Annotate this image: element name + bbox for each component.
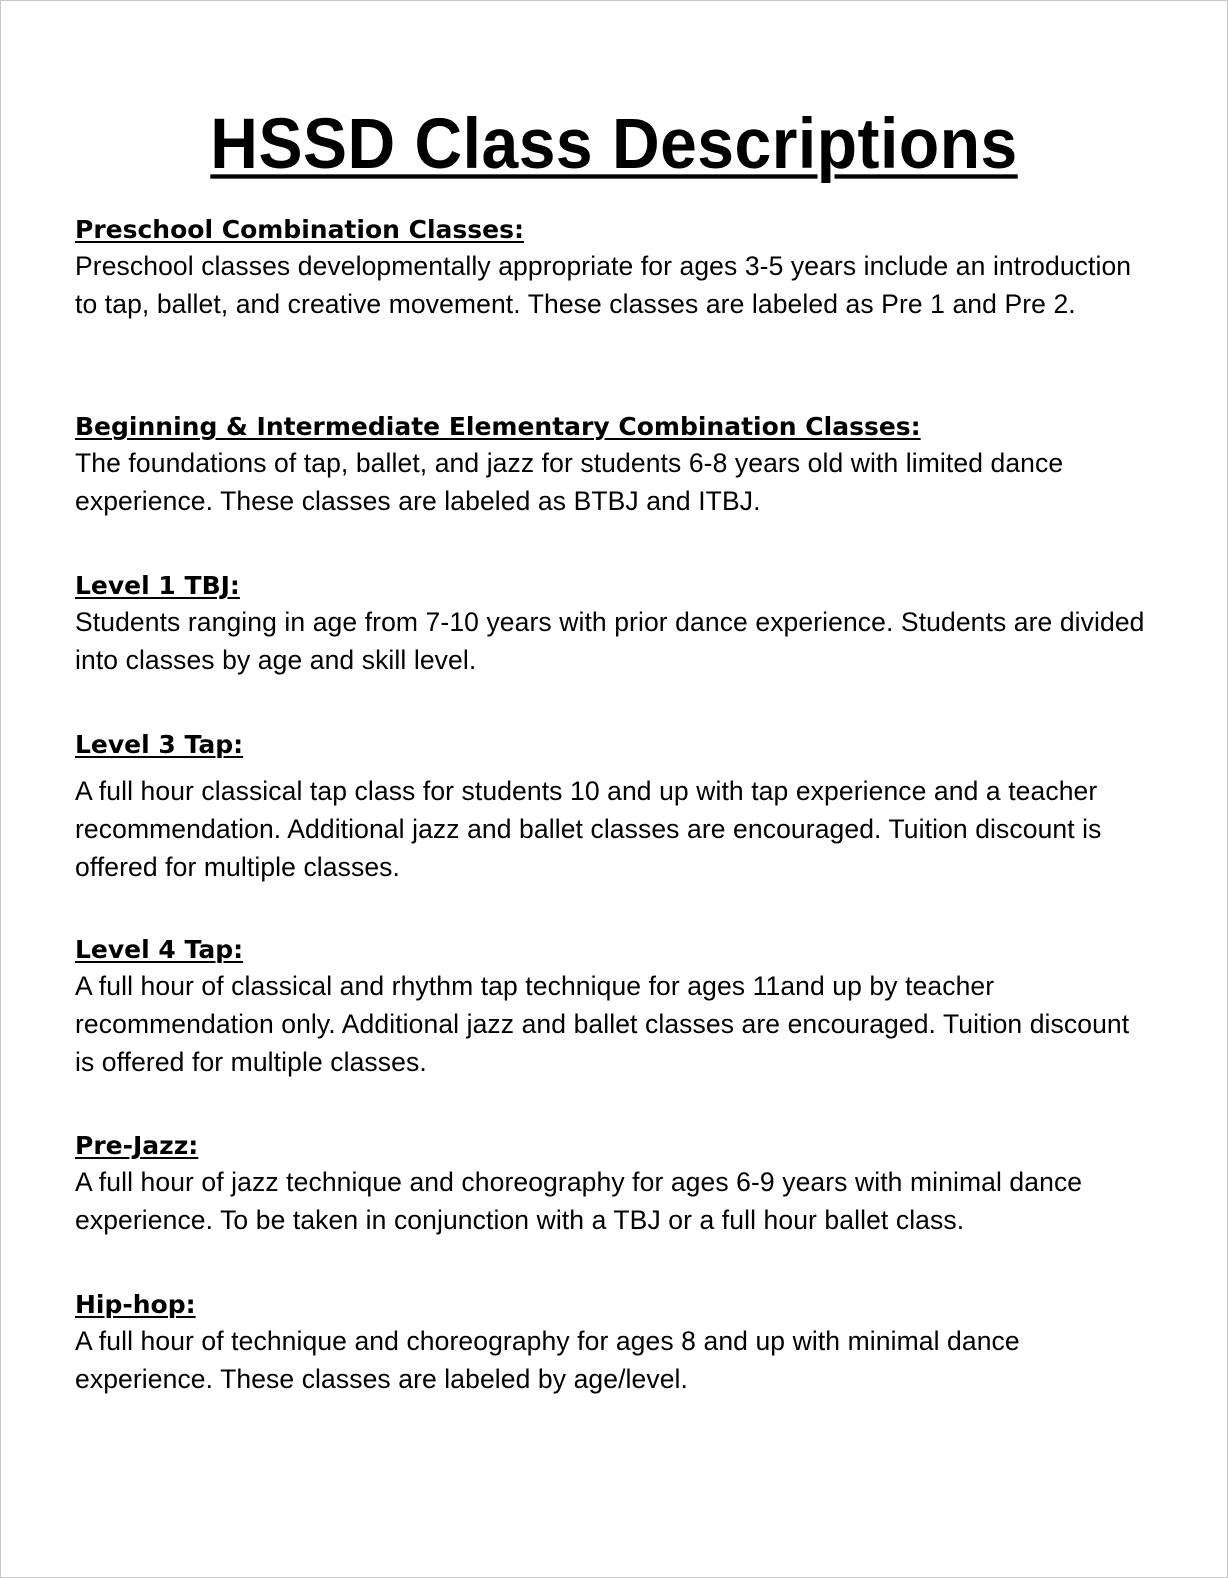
section-body: A full hour of jazz technique and choreography for ages 6-9 years with minimal dance experience. To be taken in conjunction with a TBJ or a full hour ballet class. — [75, 1167, 1083, 1235]
section-heading: Hip-hop: — [75, 1290, 196, 1319]
section-heading: Pre-Jazz: — [75, 1131, 199, 1160]
section-elementary-combination — [75, 410, 1155, 520]
section-body: The foundations of tap, ballet, and jazz for students 6-8 years old with limited dance experience. These classes are labeled as BTBJ and ITBJ. — [75, 448, 1064, 516]
section-heading: Level 1 TBJ: — [75, 571, 240, 600]
section-heading: Beginning & Intermediate Elementary Combination Classes: — [75, 412, 921, 441]
section-body: A full hour of technique and choreography for ages 8 and up with minimal dance experience. These classes are labeled by age/level. — [75, 1326, 1020, 1394]
section-preschool-combination — [75, 213, 1155, 323]
section-body: A full hour classical tap class for students 10 and up with tap experience and a teacher recommendation. Additional jazz and ballet classes are encouraged. Tuition discount is offered for multiple classes. — [75, 776, 1102, 882]
section-pre-jazz — [75, 1129, 1155, 1239]
section-body: Preschool classes developmentally appropriate for ages 3-5 years include an introduction to tap, ballet, and creative movement. These classes are labeled as Pre 1 and Pre 2. — [75, 251, 1132, 319]
section-heading: Level 3 Tap: — [75, 730, 244, 759]
section-body: Students ranging in age from 7-10 years with prior dance experience. Students are divided into classes by age and skill level. — [75, 607, 1145, 675]
section-level-1-tbj — [75, 569, 1155, 679]
page-title: HSSD Class Descriptions — [210, 103, 1018, 183]
section-hip-hop — [75, 1288, 1155, 1398]
section-heading: Preschool Combination Classes: — [75, 215, 525, 244]
section-level-4-tap — [75, 933, 1155, 1081]
section-level-3-tap — [75, 728, 1155, 886]
section-heading: Level 4 Tap: — [75, 935, 244, 964]
section-body: A full hour of classical and rhythm tap technique for ages 11and up by teacher recommendation only. Additional jazz and ballet classes are encouraged. Tuition discount is offered for multiple classes. — [75, 971, 1130, 1077]
